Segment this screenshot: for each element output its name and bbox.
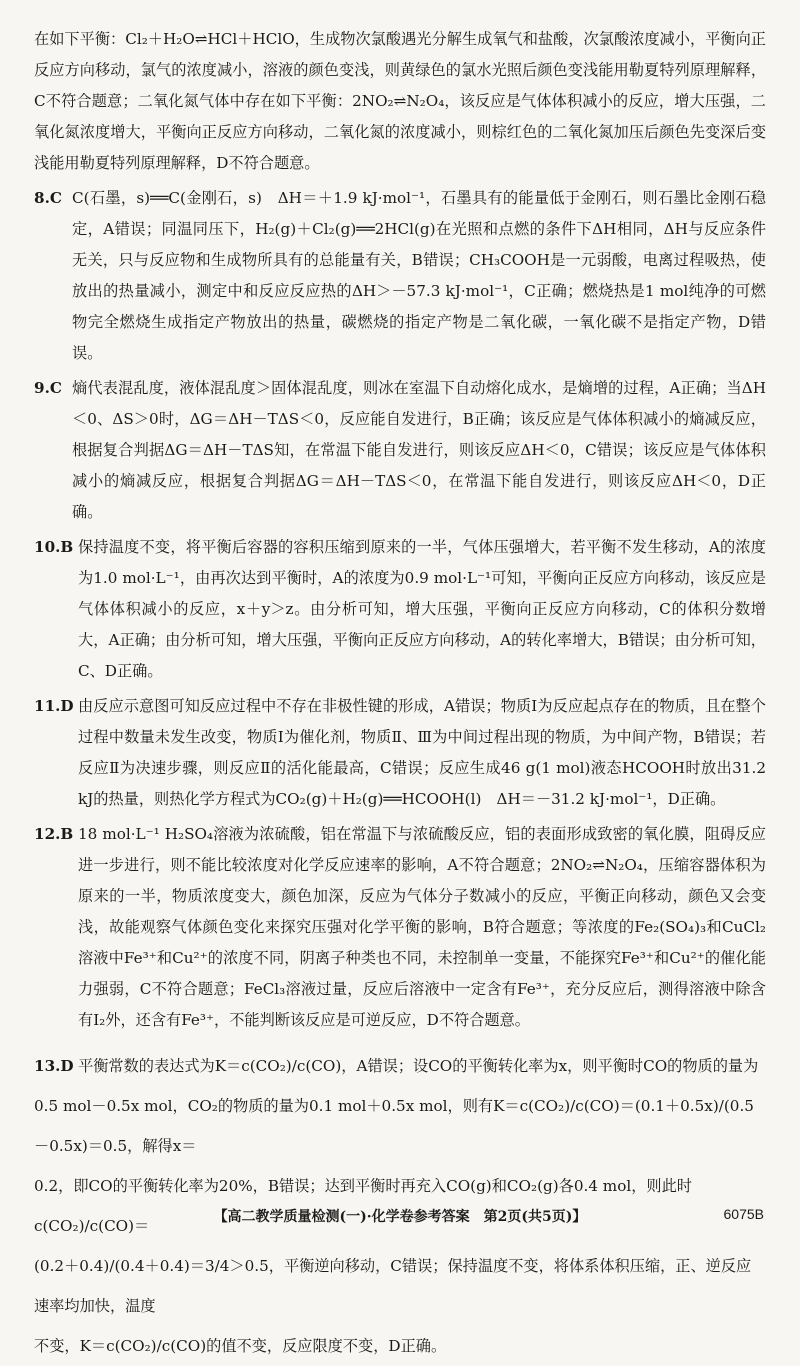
item-number: 8.C xyxy=(34,189,62,207)
item-text: 由反应示意图可知反应过程中不存在非极性键的形成，A错误；物质Ⅰ为反应起点存在的物质，且在整个过程中数量未发生改变，物质Ⅰ为催化剂，物质Ⅱ、Ⅲ为中间过程出现的物质，为中间产物，B错误；若反应Ⅱ为决速步骤，则反应Ⅱ的活化能最高，C错误；反应生成46 g(1 mol)液态HCOOH时放出31.2 kJ的热量，则热化学方程式为CO₂(g)＋H₂(g)══HCOOH(l) ΔH＝－31.2 kJ·mol⁻¹，D正确。 xyxy=(78,697,766,808)
item-13-line-2: 0.5 mol－0.5x mol，CO₂的物质的量为0.1 mol＋0.5x mol，则有K＝c(CO₂)/c(CO)＝(0.1＋0.5x)/(0.5－0.5x)＝0.5，解得x＝ xyxy=(34,1097,754,1155)
item-number: 10.B xyxy=(34,538,74,556)
answer-item-11 xyxy=(34,691,766,815)
item-number: 9.C xyxy=(34,379,62,397)
item-13-line-1: 平衡常数的表达式为K＝c(CO₂)/c(CO)，A错误；设CO的平衡转化率为x，则平衡时CO的物质的量为 xyxy=(78,1057,759,1075)
item-13-body xyxy=(78,1046,766,1086)
item-text: 保持温度不变，将平衡后容器的容积压缩到原来的一半，气体压强增大，若平衡不发生移动，A的浓度为1.0 mol·L⁻¹，由再次达到平衡时，A的浓度为0.9 mol·L⁻¹可知，平衡向正反应方向移动，该反应是气体体积减小的反应，x＋y＞z。由分析可知，增大压强，平衡向正反应方向移动，C的体积分数增大，A正确；由分析可知，增大压强，平衡向正反应方向移动，A的转化率增大，B错误；由分析可知，C、D正确。 xyxy=(78,538,766,680)
item-number: 13.D xyxy=(34,1057,74,1075)
document-code: 6075B xyxy=(723,1206,764,1222)
item-text: 18 mol·L⁻¹ H₂SO₄溶液为浓硫酸，铝在常温下与浓硫酸反应，铝的表面形成致密的氧化膜，阻碍反应进一步进行，则不能比较浓度对化学反应速率的影响，A不符合题意；2NO₂⇌N₂O₄，压缩容器体积为原来的一半，物质浓度变大，颜色加深，反应为气体分子数减小的反应，平衡正向移动，颜色又会变浅，故能观察气体颜色变化来探究压强对化学平衡的影响，B符合题意；等浓度的Fe₂(SO₄)₃和CuCl₂溶液中Fe³⁺和Cu²⁺的浓度不同，阴离子种类也不同，未控制单一变量，不能探究Fe³⁺和Cu²⁺的催化能力强弱，C不符合题意；FeCl₃溶液过量，反应后溶液中一定含有Fe³⁺，充分反应后，测得溶液中除含有I₂外，还含有Fe³⁺，不能判断该反应是可逆反应，D不符合题意。 xyxy=(78,825,766,1029)
item-13-line-5: 不变，K＝c(CO₂)/c(CO)的值不变，反应限度不变，D正确。 xyxy=(34,1337,447,1355)
item-text: 熵代表混乱度，液体混乱度＞固体混乱度，则冰在室温下自动熔化成水，是熵增的过程，A正确；当ΔH＜0、ΔS＞0时，ΔG＝ΔH－TΔS＜0，反应能自发进行，B正确；该反应是气体体积减小的熵减反应，根据复合判据ΔG＝ΔH－TΔS知，在常温下能自发进行，则该反应ΔH＜0，C错误；该反应是气体体积减小的熵减反应，根据复合判据ΔG＝ΔH－TΔS＜0，在常温下能自发进行，则该反应ΔH＜0，D正确。 xyxy=(72,379,766,521)
answer-item-13 xyxy=(34,1046,766,1086)
answer-item-8 xyxy=(34,183,766,369)
item-number: 11.D xyxy=(34,697,74,715)
item-13-line-3: 0.2，即CO的平衡转化率为20%，B错误；达到平衡时再充入CO(g)和CO₂(g)各0.4 mol，则此时c(CO₂)/c(CO)＝ xyxy=(34,1177,692,1235)
item-number: 12.B xyxy=(34,825,74,843)
continuation-text: 在如下平衡：Cl₂＋H₂O⇌HCl＋HClO，生成物次氯酸遇光分解生成氧气和盐酸，次氯酸浓度减小，平衡向正反应方向移动，氯气的浓度减小，溶液的颜色变浅，则黄绿色的氯水光照后颜色变浅能用勒夏特列原理解释，C不符合题意；二氧化氮气体中存在如下平衡：2NO₂⇌N₂O₄，该反应是气体体积减小的反应，增大压强，二氧化氮浓度增大，平衡向正反应方向移动，二氧化氮的浓度减小，则棕红色的二氧化氮加压后颜色先变深后变浅能用勒夏特列原理解释，D不符合题意。 xyxy=(34,30,766,172)
item-13-line-4: (0.2＋0.4)/(0.4＋0.4)＝3/4＞0.5，平衡逆向移动，C错误；保持温度不变，将体系体积压缩，正、逆反应速率均加快，温度 xyxy=(34,1257,752,1315)
answer-item-9 xyxy=(34,373,766,528)
answer-item-10 xyxy=(34,532,766,687)
item-text: C(石墨，s)══C(金刚石，s) ΔH＝＋1.9 kJ·mol⁻¹，石墨具有的能量低于金刚石，则石墨比金刚石稳定，A错误；同温同压下，H₂(g)＋Cl₂(g)══2HCl(g)在光照和点燃的条件下ΔH相同，ΔH与反应条件无关，只与反应物和生成物所具有的总能量有关，B错误；CH₃COOH是一元弱酸，电离过程吸热，使放出的热量减小，测定中和反应反应热的ΔH＞－57.3 kJ·mol⁻¹，C正确；燃烧热是1 mol纯净的可燃物完全燃烧生成指定产物放出的热量，碳燃烧的指定产物是二氧化碳，一氧化碳不是指定产物，D错误。 xyxy=(72,189,766,362)
page-footer: 【高二教学质量检测(一)·化学卷参考答案 第2页(共5页)】 xyxy=(213,1209,587,1225)
answer-item-12 xyxy=(34,819,766,1036)
